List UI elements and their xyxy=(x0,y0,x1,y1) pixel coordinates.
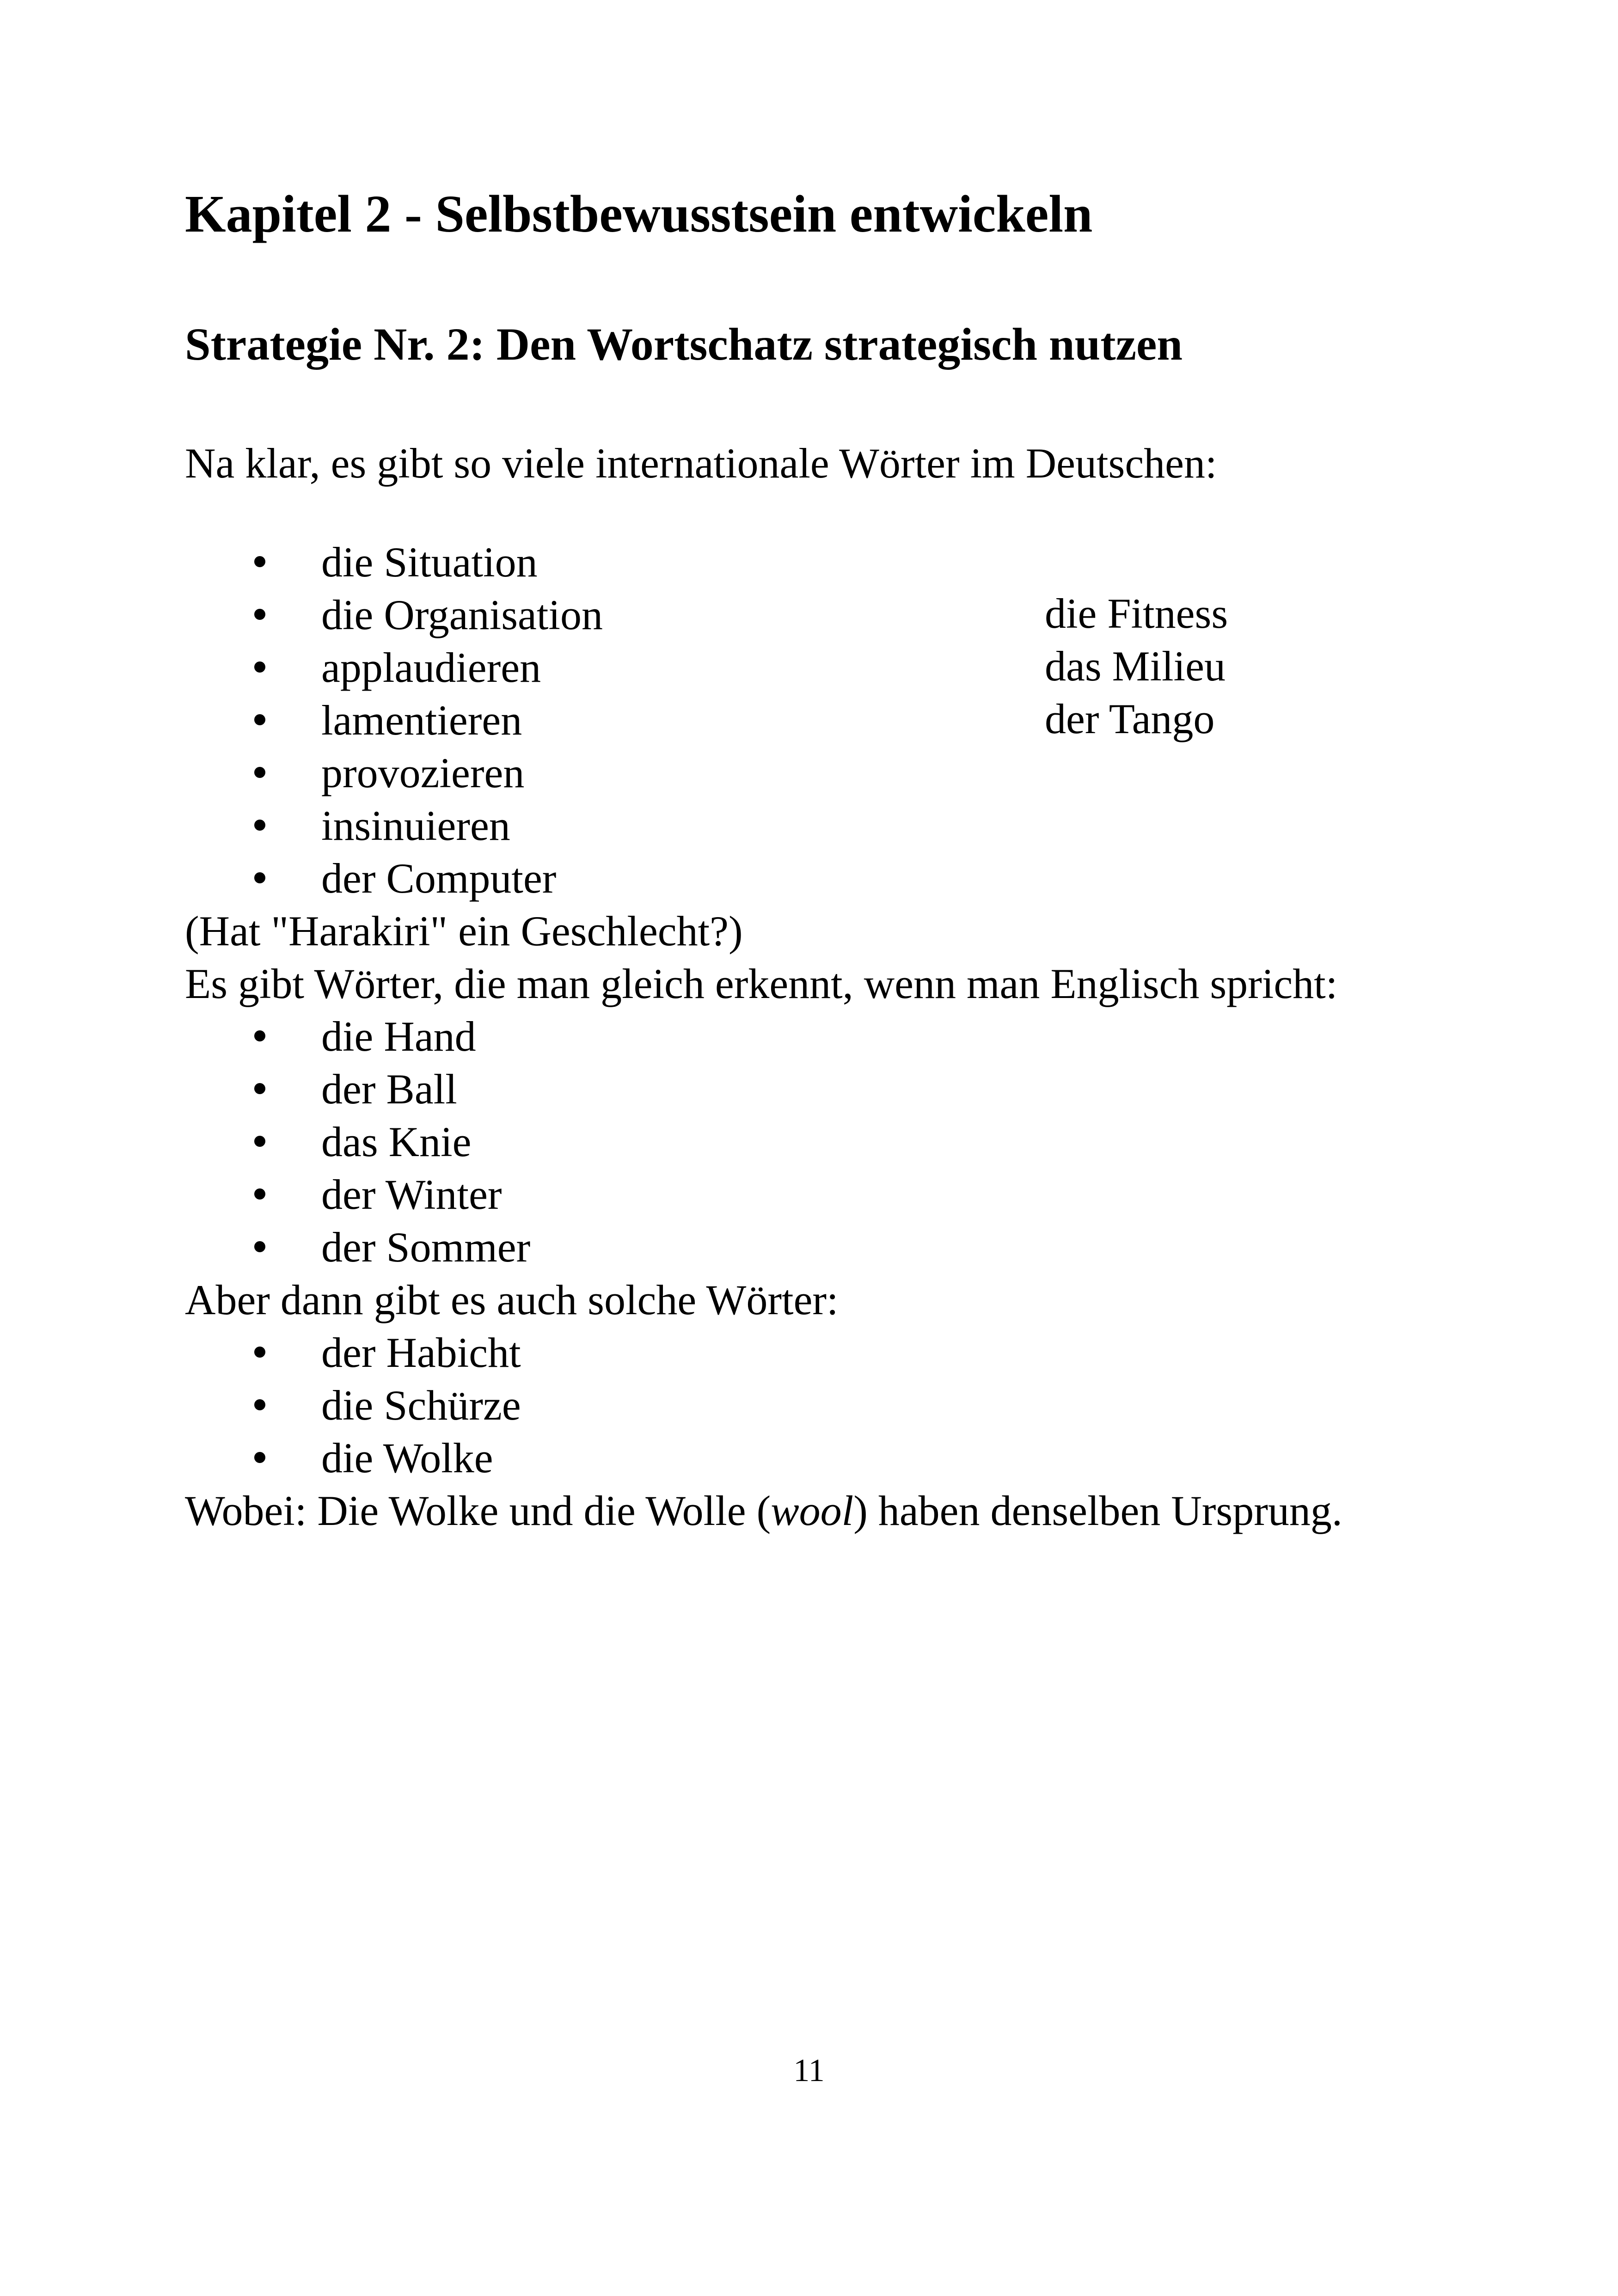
bullet-icon xyxy=(254,1399,265,1410)
list-item xyxy=(185,1010,1526,1063)
spacer xyxy=(185,490,1526,536)
bullet-icon xyxy=(254,714,265,725)
bullet-icon xyxy=(254,609,265,620)
list-item xyxy=(185,694,1526,747)
list-item xyxy=(185,747,1526,799)
list-item xyxy=(185,1432,1526,1484)
list-item xyxy=(185,536,1526,588)
side-words-column xyxy=(1045,587,1228,745)
list-item-text: das Knie xyxy=(321,1118,472,1165)
side-word: das Milieu xyxy=(1045,643,1226,690)
list-item xyxy=(185,641,1526,694)
bullet-icon xyxy=(254,1347,265,1358)
bullet-icon xyxy=(254,1136,265,1147)
list-item-text: die Wolke xyxy=(321,1434,493,1482)
bullet-icon xyxy=(254,661,265,673)
closing-text-after: ) haben denselben Ursprung. xyxy=(853,1487,1342,1534)
closing-italic-word: wool xyxy=(771,1487,854,1534)
list-item xyxy=(185,1063,1526,1115)
side-word: die Fitness xyxy=(1045,590,1228,637)
closing-sentence xyxy=(185,1484,1526,1537)
list-item xyxy=(185,799,1526,852)
harakiri-note: (Hat "Harakiri" ein Geschlecht?) xyxy=(185,907,743,955)
page-number: 11 xyxy=(793,2053,825,2088)
list-item-text: der Ball xyxy=(321,1065,457,1113)
list-item xyxy=(185,1168,1526,1221)
bullet-icon xyxy=(254,1083,265,1094)
bullet-icon xyxy=(254,556,265,567)
other-words-list xyxy=(185,1326,1526,1484)
list-item-text: applaudieren xyxy=(321,644,541,691)
chapter-title: Kapitel 2 - Selbstbewusstsein entwickeln xyxy=(185,184,1093,243)
list-item-text: der Computer xyxy=(321,855,557,902)
list-item-text: die Organisation xyxy=(321,591,603,638)
list-item-text: die Schürze xyxy=(321,1382,521,1429)
body-text xyxy=(185,437,1526,1537)
english-words-list xyxy=(185,1010,1526,1274)
english-intro: Es gibt Wörter, die man gleich erkennt, wenn man Englisch spricht: xyxy=(185,960,1338,1007)
bullet-icon xyxy=(254,1452,265,1463)
list-item-text: lamentieren xyxy=(321,697,522,744)
list-item-text: provozieren xyxy=(321,749,525,796)
list-item-text: die Situation xyxy=(321,539,538,586)
side-word: der Tango xyxy=(1045,695,1215,742)
bullet-icon xyxy=(254,1030,265,1041)
other-intro: Aber dann gibt es auch solche Wörter: xyxy=(185,1276,839,1323)
closing-text-before: Wobei: Die Wolke und die Wolle ( xyxy=(185,1487,771,1534)
list-item xyxy=(185,852,1526,905)
section-title: Strategie Nr. 2: Den Wortschatz strategisch nutzen xyxy=(185,318,1183,370)
bullet-icon xyxy=(254,820,265,831)
list-item xyxy=(185,1221,1526,1274)
list-item xyxy=(185,1379,1526,1432)
list-item-text: der Winter xyxy=(321,1171,502,1218)
list-item-text: insinuieren xyxy=(321,802,510,849)
bullet-icon xyxy=(254,1188,265,1200)
intro-paragraph: Na klar, es gibt so viele internationale Wörter im Deutschen: xyxy=(185,440,1217,487)
international-words-list xyxy=(185,536,1526,905)
bullet-icon xyxy=(254,767,265,778)
list-item-text: der Sommer xyxy=(321,1224,531,1271)
bullet-icon xyxy=(254,872,265,883)
list-item-text: der Habicht xyxy=(321,1329,521,1376)
list-item xyxy=(185,1115,1526,1168)
bullet-icon xyxy=(254,1241,265,1252)
list-item xyxy=(185,1326,1526,1379)
list-item-text: die Hand xyxy=(321,1013,476,1060)
list-item xyxy=(185,588,1526,641)
